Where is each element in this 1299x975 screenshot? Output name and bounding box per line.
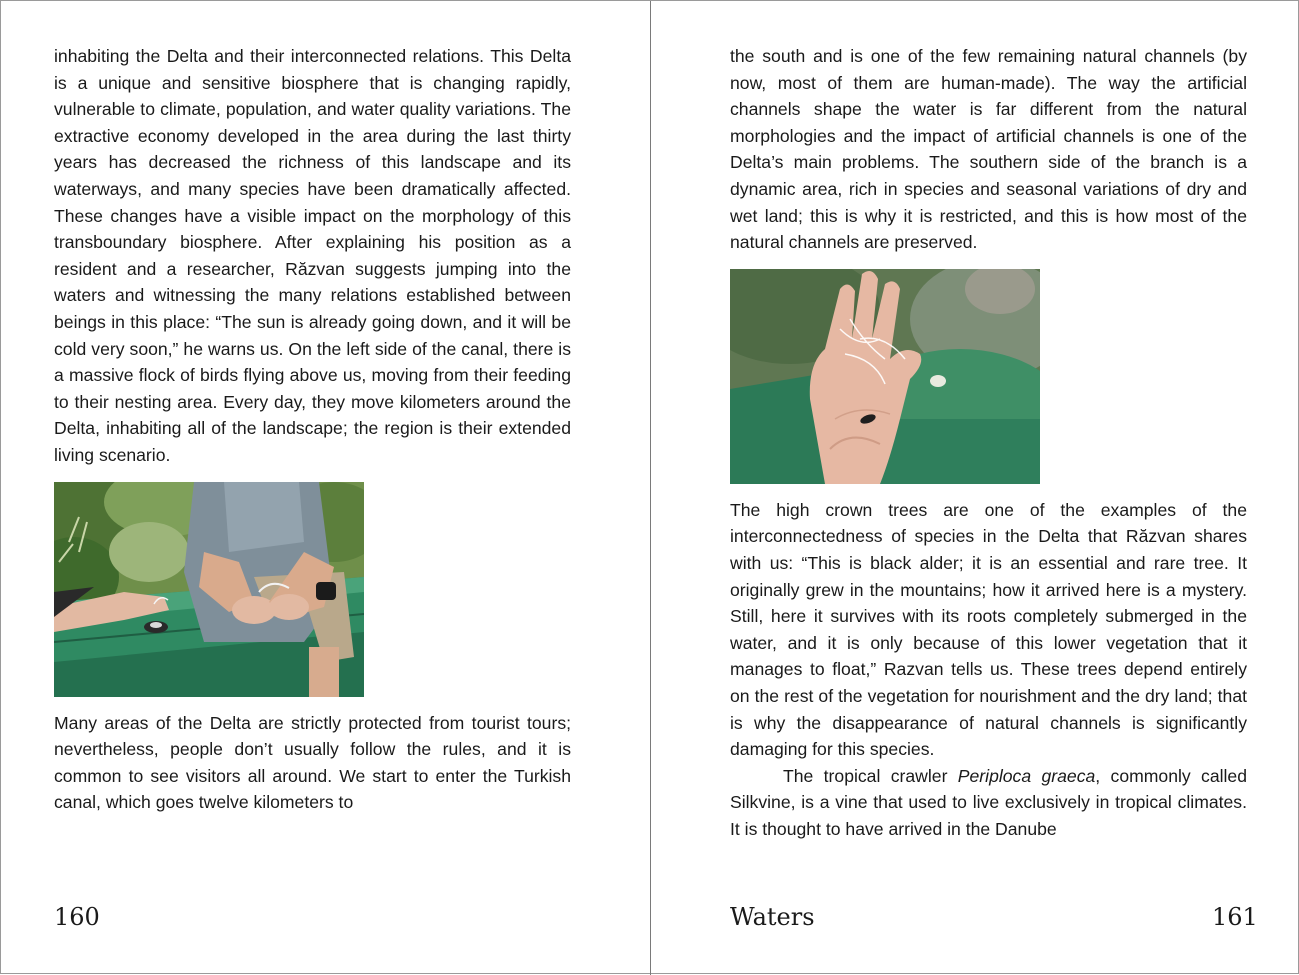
right-paragraph-3-end: , commonly called Silkvine, is a vine that used to live exclusively in tropical climates. It is thought to have arrived in the Danube (730, 765, 1247, 839)
left-page-text (54, 43, 571, 816)
running-footer-section-title: Waters (730, 903, 815, 931)
page-number-left: 160 (54, 903, 100, 931)
page-number-right: 161 (1212, 903, 1258, 931)
species-name-italic: Periploca graeca (957, 765, 1096, 786)
photo-hands-with-feather-on-boat (54, 482, 364, 697)
right-paragraph-3-start: The tropical crawler (783, 765, 958, 786)
page-gutter (650, 1, 651, 975)
right-paragraph-2: The high crown trees are one of the examples of the interconnectedness of species in the Delta that Răzvan shares with us: “This is black alder; it is an essential and rare tree. It originally grew in the mountains; how it arrived here is a mystery. Still, here it survives with its roots completely submerged in the water, and it is only because of this lower vegetation that it manages to float,” Razvan tells us. These trees depend entirely on the rest of the vegetation for nourishment and the dry land; that is why the disappearance of natural channels is significantly damaging for this species. (730, 499, 1247, 760)
right-page-text (730, 43, 1247, 842)
right-paragraph-3 (730, 763, 1247, 843)
right-paragraph-1: the south and is one of the few remaining natural channels (by now, most of them are human-made). The way the artificial channels shape the water is far different from the natural morphologies and the impact of artificial channels is one of the Delta’s main problems. The southern side of the branch is a dynamic area, rich in species and seasonal variations of dry and wet land; this is why it is restricted, and this is how most of the natural channels are preserved. (730, 46, 1247, 253)
photo-palm-with-seed-fluff (730, 269, 1040, 484)
left-paragraph-1: inhabiting the Delta and their interconnected relations. This Delta is a unique and sensitive biosphere that is changing rapidly, vulnerable to climate, population, and water quality variations. The extractive economy developed in the area during the last thirty years has decreased the richness of this landscape and its waterways, and many species have been dramatically affected. These changes have a visible impact on the morphology of this transboundary biosphere. After explaining his position as a resident and a researcher, Răzvan suggests jumping into the waters and witnessing the many relations established between beings in this place: “The sun is already going down, and it will be cold very soon,” he warns us. On the left side of the canal, there is a massive flock of birds flying above us, moving from their feeding to their nesting area. Every day, they move kilometers around the Delta, inhabiting all of the landscape; the region is their extended living scenario. (54, 46, 571, 465)
left-paragraph-2: Many areas of the Delta are strictly protected from tourist tours; nevertheless, people don’t usually follow the rules, and it is common to see visitors all around. We start to enter the Turkish canal, which goes twelve kilometers to (54, 712, 571, 813)
